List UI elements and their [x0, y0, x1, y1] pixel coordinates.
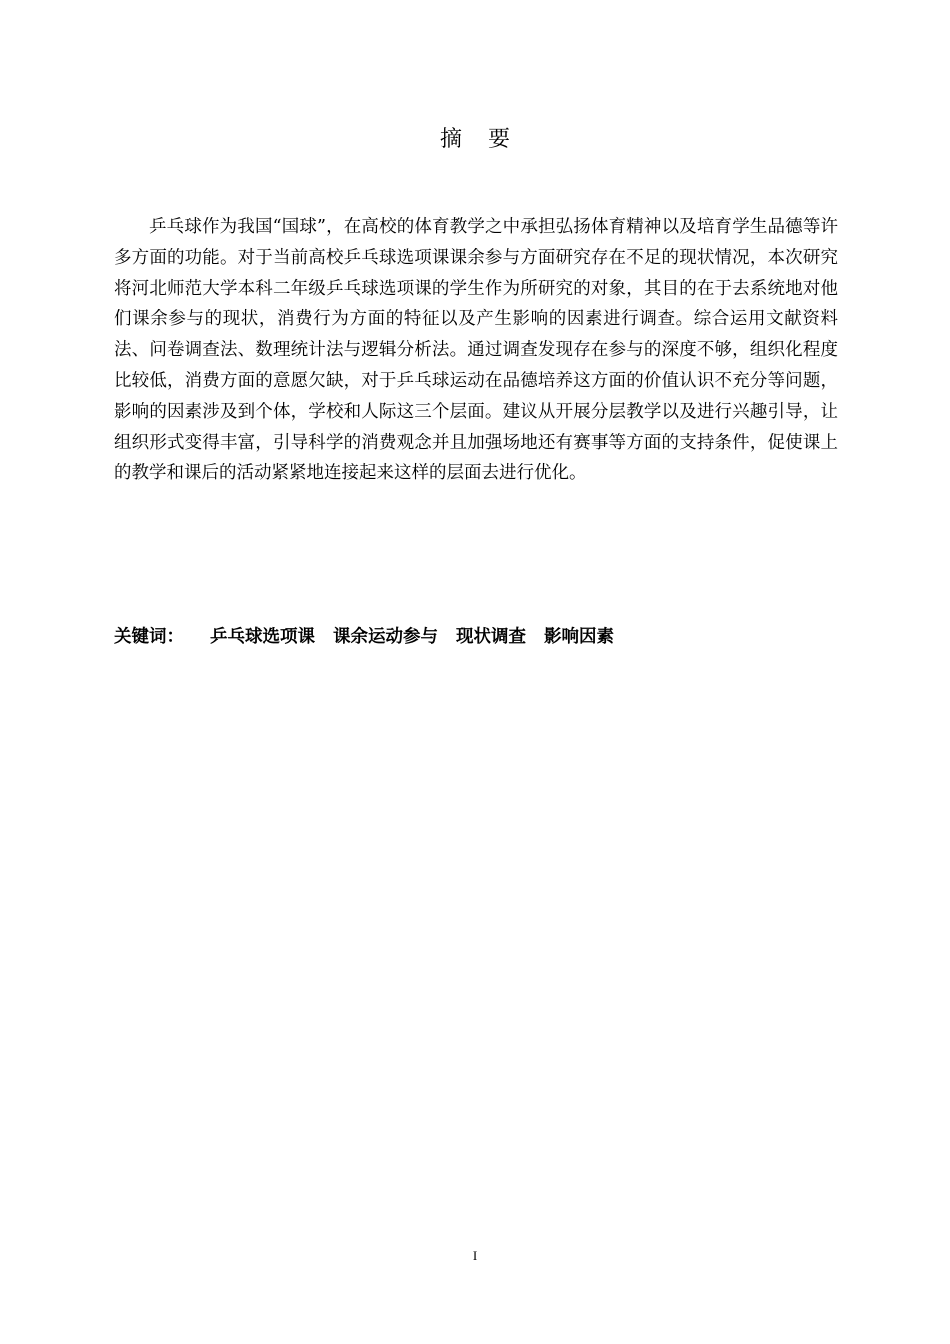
keyword-3: 现状调查 — [456, 627, 526, 647]
keyword-1: 乒乓球选项课 — [210, 627, 315, 647]
page-number: I — [472, 1248, 478, 1263]
keyword-2: 课余运动参与 — [333, 627, 438, 647]
abstract-title: 摘要 — [439, 127, 536, 152]
keywords-label: 关键词： — [114, 627, 184, 647]
abstract-body: 乒乓球作为我国“国球”，在高校的体育教学之中承担弘扬体育精神以及培育学生品德等许多方面的功能。对于当前高校乒乓球选项课课余参与方面研究存在不足的现状情况，本次研究将河北师范大学本科二年级乒乓球选项课的学生作为所研究的对象，其目的在于去系统地对他们课余参与的现状，消费行为方面的特征以及产生影响的因素进行调查。综合运用文献资料法、问卷调查法、数理统计法与逻辑分析法。通过调查发现存在参与的深度不够，组织化程度比较低，消费方面的意愿欠缺，对于乒乓球运动在品德培养这方面的价值认识不充分等问题，影响的因素涉及到个体，学校和人际这三个层面。建议从开展分层教学以及进行兴趣引导，让组织形式变得丰富，引导科学的消费观念并且加强场地还有赛事等方面的支持条件，促使课上的教学和课后的活动紧紧地连接起来这样的层面去进行优化。 — [114, 217, 838, 484]
keywords-line — [114, 622, 838, 652]
keyword-4: 影响因素 — [544, 627, 614, 647]
